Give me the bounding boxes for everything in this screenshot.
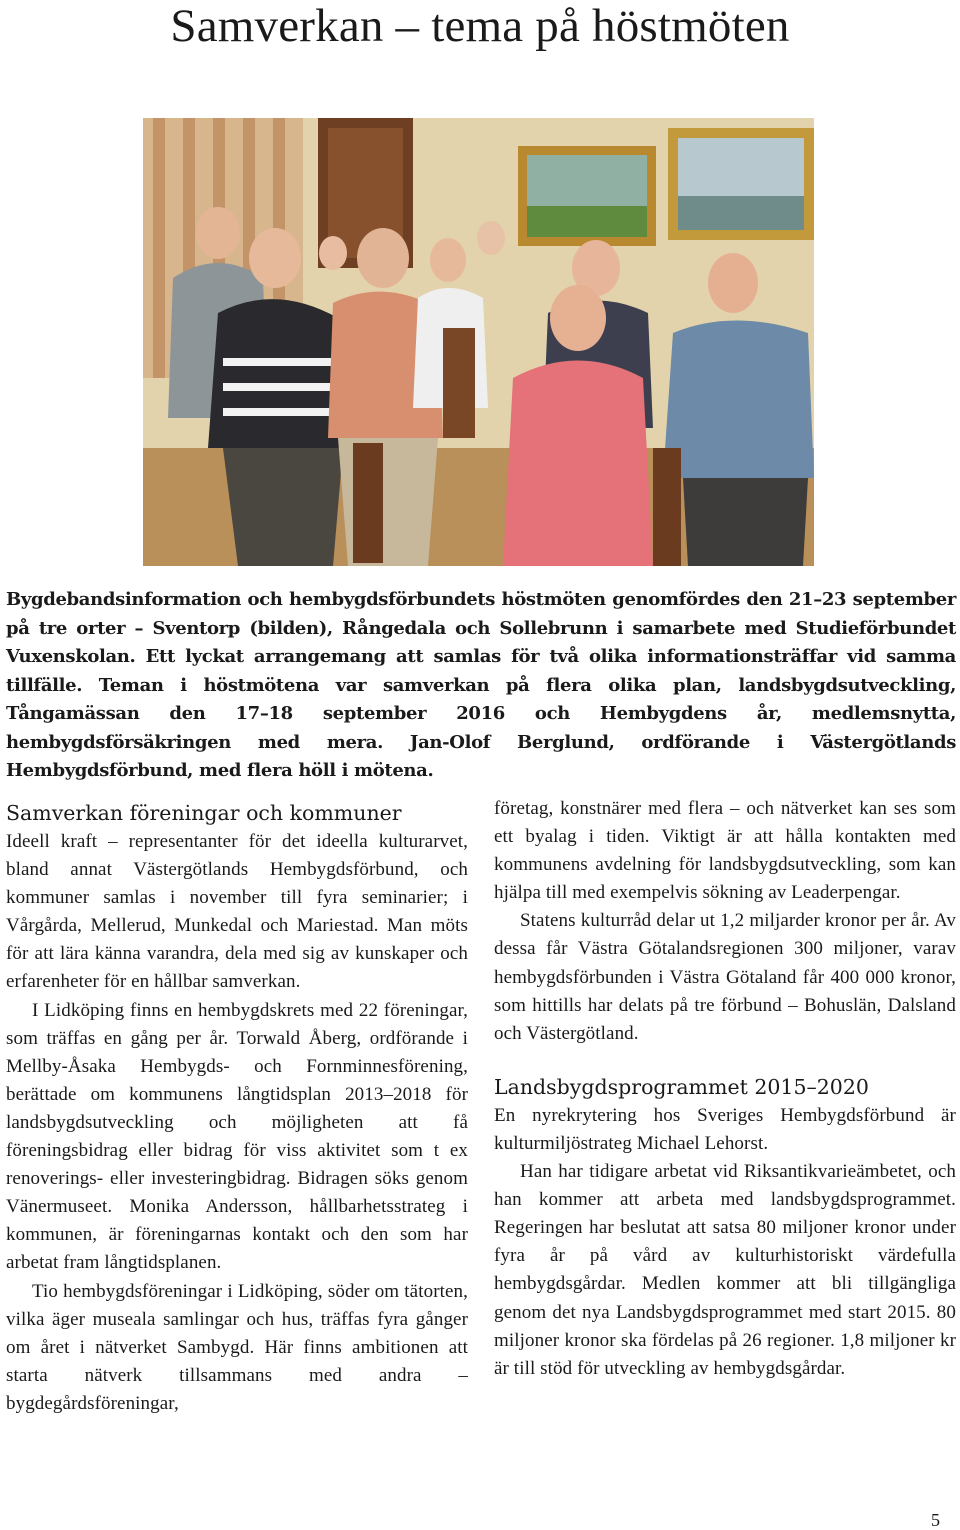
- paragraph: Ideell kraft – representanter för det ideella kulturarvet, bland annat Västergötlands Hembygdsförbund, och kommuner samlas i november till fyra seminarier; i Vårgårda, Mellerud, Munkedal och Mariestad. Man möts för att lära känna varandra, dela med sig av kunskaper och erfarenheter för en hållbar samverkan.: [6, 831, 468, 993]
- meeting-photo: [143, 118, 814, 566]
- section-heading-samverkan: Samverkan föreningar och kommuner: [6, 801, 402, 825]
- paragraph: Han har tidigare arbetat vid Riksantikvarieämbetet, och han kommer att arbeta med landsbygdsprogrammet. Regeringen har beslutat att satsa 80 miljoner kronor under fyra år på vård av kulturhistoriskt värdefulla hembygdsgårdar. Medlen kommer att bli tillgängliga genom det nya Landsbygdsprogrammet med start 2015. 80 miljoner kronor ska fördelas på 26 regioner. 1,8 miljoner kr är till stöd för utveckling av hembygdsgårdar.: [494, 1161, 956, 1379]
- paragraph: I Lidköping finns en hembygdskrets med 22 föreningar, som träffas en gång per år. Torwald Åberg, ordförande i Mellby-Åsaka Hembygds- och Fornminnesförening, berättade om kommunens långtidsplan 2013–2018 för landsbygdsutveckling och möjligheten att få föreningsbidrag eller bidrag för viss aktivitet som t ex renoverings- eller investeringbidrag. Bidragen söks genom Vänermuseet. Monika Andersson, hållbarhetsstrateg i kommunen, är föreningarnas kontakt och den som har arbetat fram långtidsplanen.: [6, 999, 468, 1274]
- paragraph: företag, konstnärer med flera – och nätverket kan ses som ett byalag i tiden. Viktigt är att hålla kontakten med kommunens avdelning för landsbygdsutveckling, som kan hjälpa till med exempelvis sökning av Leaderpengar.: [494, 798, 956, 904]
- paragraph: Statens kulturråd delar ut 1,2 miljarder kronor per år. Av dessa får Västra Götalandsregionen 300 miljoner, varav hembygdsförbunden i Västra Götaland får 400 000 kronor, som hittills har delats på tre förbund – Bohuslän, Dalsland och Västergötland.: [494, 910, 956, 1044]
- left-column: [6, 798, 468, 1418]
- photo-caption-intro: Bygdebandsinformation och hembygdsförbundets höstmöten genomfördes den 21–23 september på tre orter – Sventorp (bilden), Rångedala och Sollebrunn i samarbete med Studieförbundet Vuxenskolan. Ett lyckat arrangemang att samlas för två olika informationsträffar vid samma tillfälle. Teman i höstmötena var samverkan på flera olika plan, landsbygdsutveckling, Tångamässan den 17–18 september 2016 och Hembygdens år, medlemsnytta, hembygdsförsäkringen med mera. Jan-Olof Berglund, ordförande i Västergötlands Hembygdsförbund, med flera höll i mötena.: [6, 589, 956, 781]
- right-column: [494, 795, 956, 1383]
- paragraph: En nyrekrytering hos Sveriges Hembygdsförbund är kulturmiljöstrateg Michael Lehorst.: [494, 1104, 956, 1154]
- paragraph: Tio hembygdsföreningar i Lidköping, söder om tätorten, vilka äger museala samlingar och hus, träffas fyra gånger om året i nätverket Sambygd. Här finns ambitionen att starta nätverk tillsammans med andra – bygdegårdsföreningar,: [6, 1280, 468, 1414]
- section-heading-landsbygdsprogrammet: Landsbygdsprogrammet 2015–2020: [494, 1074, 869, 1099]
- article-title: Samverkan – tema på höstmöten: [170, 0, 790, 52]
- page-number: 5: [931, 1510, 940, 1530]
